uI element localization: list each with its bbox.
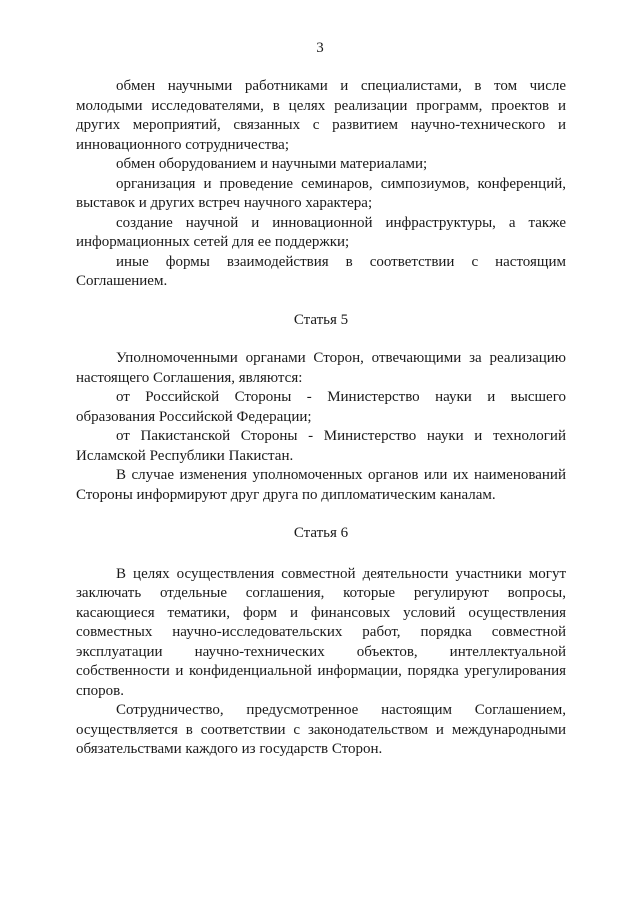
list-item-exchange-personnel: обмен научными работниками и специалистами, в том числе молодыми исследователями, в целях реализации программ, проектов и других мероприятий, связанных с развитием научно-технического и инновационного сотрудничества;: [76, 78, 566, 153]
article-5-paragraph-russian-side: от Российской Стороны - Министерство науки и высшего образования Российской Федерации;: [76, 389, 566, 425]
article-6-paragraph-agreements: В целях осуществления совместной деятельности участники могут заключать отдельные соглашения, которые регулируют вопросы, касающиеся тематики, форм и финансовых условий осуществления совместных научно-исследовательских работ, порядка совместной эксплуатации научно-технических объектов, интеллектуальной собственности и конфиденциальной информации, порядка урегулирования споров.: [76, 565, 566, 699]
article-6-heading: Статья 6: [293, 525, 349, 541]
list-item-infrastructure: создание научной и инновационной инфраструктуры, а также информационных сетей для ее поддержки;: [76, 214, 566, 250]
list-item-seminars: организация и проведение семинаров, симпозиумов, конференций, выставок и других встреч научного характера;: [76, 175, 566, 211]
article-5-paragraph-changes: В случае изменения уполномоченных органов или их наименований Стороны информируют друг друга по дипломатическим каналам.: [76, 467, 566, 503]
article-5-paragraph-pakistani-side: от Пакистанской Стороны - Министерство науки и технологий Исламской Республики Пакистан.: [76, 428, 566, 464]
list-item-exchange-equipment: обмен оборудованием и научными материалами;: [116, 156, 428, 172]
article-5-paragraph-authorities: Уполномоченными органами Сторон, отвечающими за реализацию настоящего Соглашения, являются:: [76, 350, 566, 386]
article-5-heading: Статья 5: [293, 311, 349, 328]
list-item-other-forms: иные формы взаимодействия в соответствии с настоящим Соглашением.: [76, 253, 566, 289]
page-number: 3: [316, 40, 324, 56]
article-6-paragraph-legislation: Сотрудничество, предусмотренное настоящим Соглашением, осуществляется в соответствии с законодательством и международными обязательствами каждого из государств Сторон.: [76, 702, 566, 757]
document-body: [76, 77, 566, 760]
